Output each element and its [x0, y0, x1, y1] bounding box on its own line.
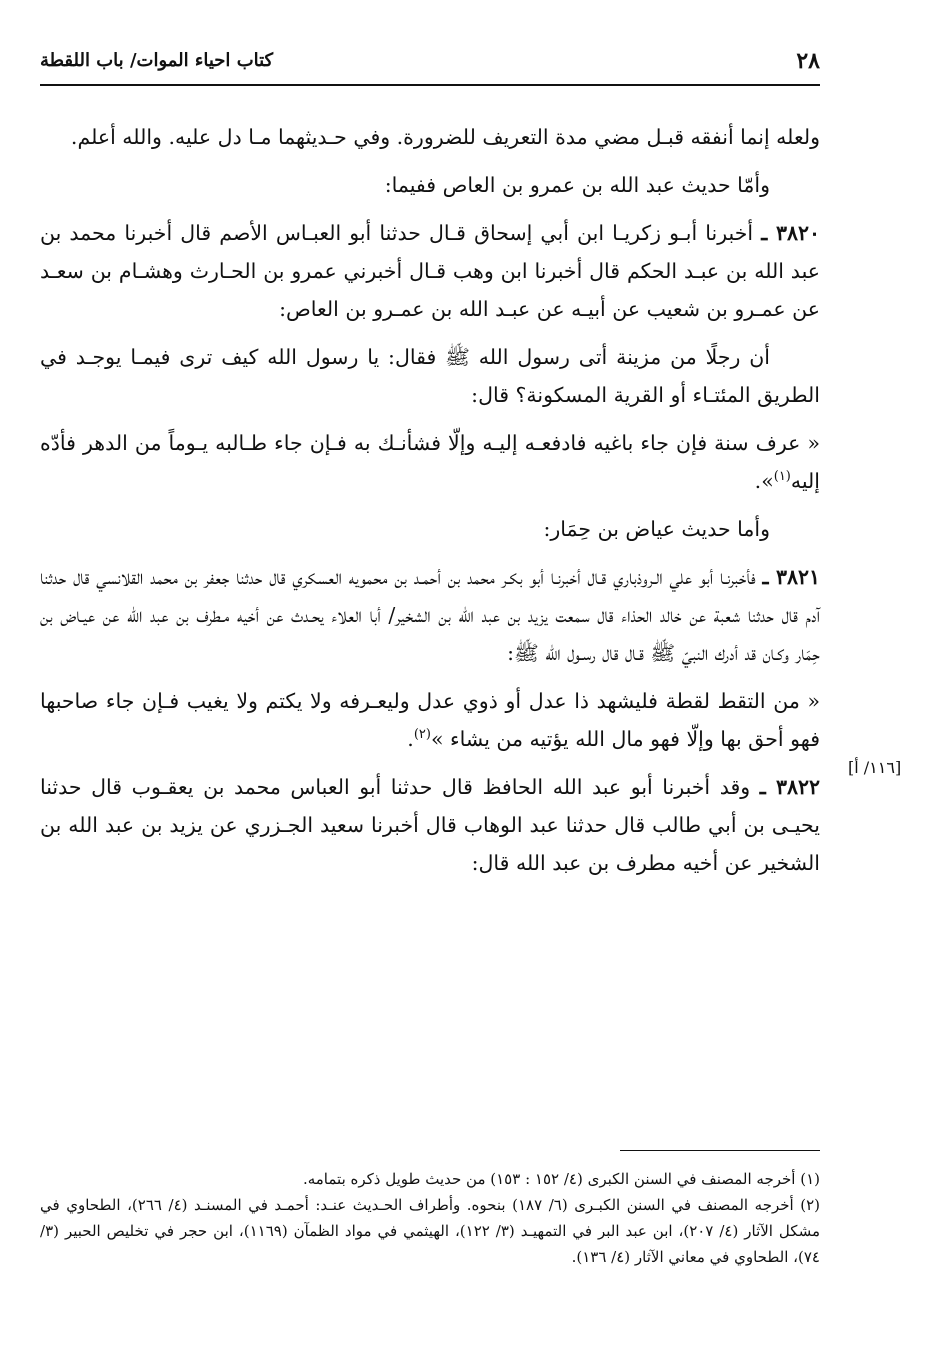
- main-text: [40, 118, 820, 892]
- page-header: [40, 40, 820, 86]
- footnote-1: (١) أخرجه المصنف في السنن الكبرى (٤/ ١٥٢ : ١٥٣) من حديث طويل ذكره بتمامه.: [302, 1170, 820, 1188]
- quote-end: ».: [754, 469, 774, 493]
- footnote-2: (٢) أخرجه المصنف في السنن الكبـرى (٦/ ١٨٧) بنحوه. وأطراف الحـديث عنـد: أحمـد في المسنـد (٤/ ٢٦٦)، الطحاوي في مشكل الآثار (٤/ ٢٠٧)، ابن عبد البر في التمهيـد (٣/ ١٢٢)، الهيثمي في مواد الظمآن (١١٦٩)، ابن حجر في تخليص الحبير (٣/ ٧٤)، الطحاوي في معاني الآثار (٤/ ١٣٦).: [40, 1196, 821, 1266]
- quote-text: « من التقط لقطة فليشهد ذا عدل أو ذوي عدل وليعـرفه ولا يكتم ولا يغيب فـإن جاء صاحبها فهو أحق بها وإلّا فهو مال الله يؤتيه من يشاء »: [40, 689, 820, 751]
- hadith-number: ٣٨٢٠ ـ: [761, 221, 820, 245]
- page-number: ٢٨: [796, 48, 820, 74]
- paragraph-intro: [40, 118, 820, 156]
- hadith-number: ٣٨٢٢ ـ: [759, 775, 820, 799]
- footnote-ref-1[interactable]: (١): [773, 469, 791, 485]
- quote-end: .: [407, 727, 414, 751]
- paragraph-section-iyad: [40, 510, 820, 548]
- footnotes: [40, 1166, 820, 1270]
- quote-text: « عرف سنة فإن جاء باغيه فادفعـه إليـه وإلّا فشأنـك به فـإن جاء طـالبه يـوماً من الدهر فأدّه إليه: [40, 431, 820, 493]
- footnote-ref-2[interactable]: (٢): [413, 727, 431, 743]
- hadith-3821: [40, 558, 820, 672]
- footnote-divider: [620, 1150, 820, 1151]
- paragraph-narrative: [40, 338, 820, 414]
- running-title: كتاب احياء الموات/ باب اللقطة: [40, 50, 274, 71]
- manuscript-folio-note: [١١٦/ أ]: [848, 758, 902, 777]
- paragraph-section-amr: [40, 166, 820, 204]
- hadith-quote-1: [40, 424, 820, 500]
- hadith-number: ٣٨٢١ ـ: [762, 565, 820, 589]
- hadith-text: أخبرنا أبـو زكريـا ابن أبي إسحاق قـال حدثنا أبو العبـاس الأصم قال أخبرنا محمد بن عبد الله بن عبـد الحكم قال أخبرنا ابن وهب قـال أخبرني عمرو بن الحـارث وهشـام بن سعـد عن عمـرو بن شعيب عن أبيـه عن عبـد الله بن عمـرو بن العاص:: [40, 221, 820, 321]
- hadith-3820: [40, 214, 820, 328]
- hadith-text: وقد أخبرنا أبو عبد الله الحافظ قال حدثنا أبو العباس محمد بن يعقـوب قال حدثنا يحيـى بن أبي طالب قال حدثنا عبد الوهاب قال أخبرنا سعيد الجـزري عن يزيد بن عبد الله بن الشخير عن أخيه مطرف بن عبد الله قال:: [40, 775, 820, 875]
- paragraph-text: أن رجلًا من مزينة أتى رسول الله ﷺ فقال: يا رسول الله كيف ترى فيمـا يوجـد في الطريق المئتـاء أو القرية المسكونة؟ قال:: [40, 345, 820, 407]
- hadith-3822: [40, 768, 820, 882]
- paragraph-text: وأمّا حديث عبد الله بن عمرو بن العاص ففيما:: [384, 173, 770, 197]
- paragraph-text: ولعله إنما أنفقه قبـل مضي مدة التعريف للضرورة. وفي حـديثهما مـا دل عليه. والله أعلم.: [70, 125, 820, 149]
- hadith-quote-2: [40, 682, 820, 758]
- hadith-text: فأخبرنـا أبو علي الـروذباري قـال أخبرنـا أبو بكـر محمد بن أحمـد بن محمويه العسكري قال حدثنا جعفر بن محمد القلانسي قال حدثنا آدم قال حدثنا شعبة عن خالد الحذاء قال سمعت يزيد بن عبد الله بن الشخير/ أبا العلاء يحـدث عن أخيه مـطرف بن عبد الله عن عيـاض بن حِمَار وكـان قد أدرك النبيّ ﷺ قـال قال رسـول الله ﷺ:: [40, 565, 820, 665]
- paragraph-text: وأما حديث عياض بن حِمَار:: [543, 517, 770, 541]
